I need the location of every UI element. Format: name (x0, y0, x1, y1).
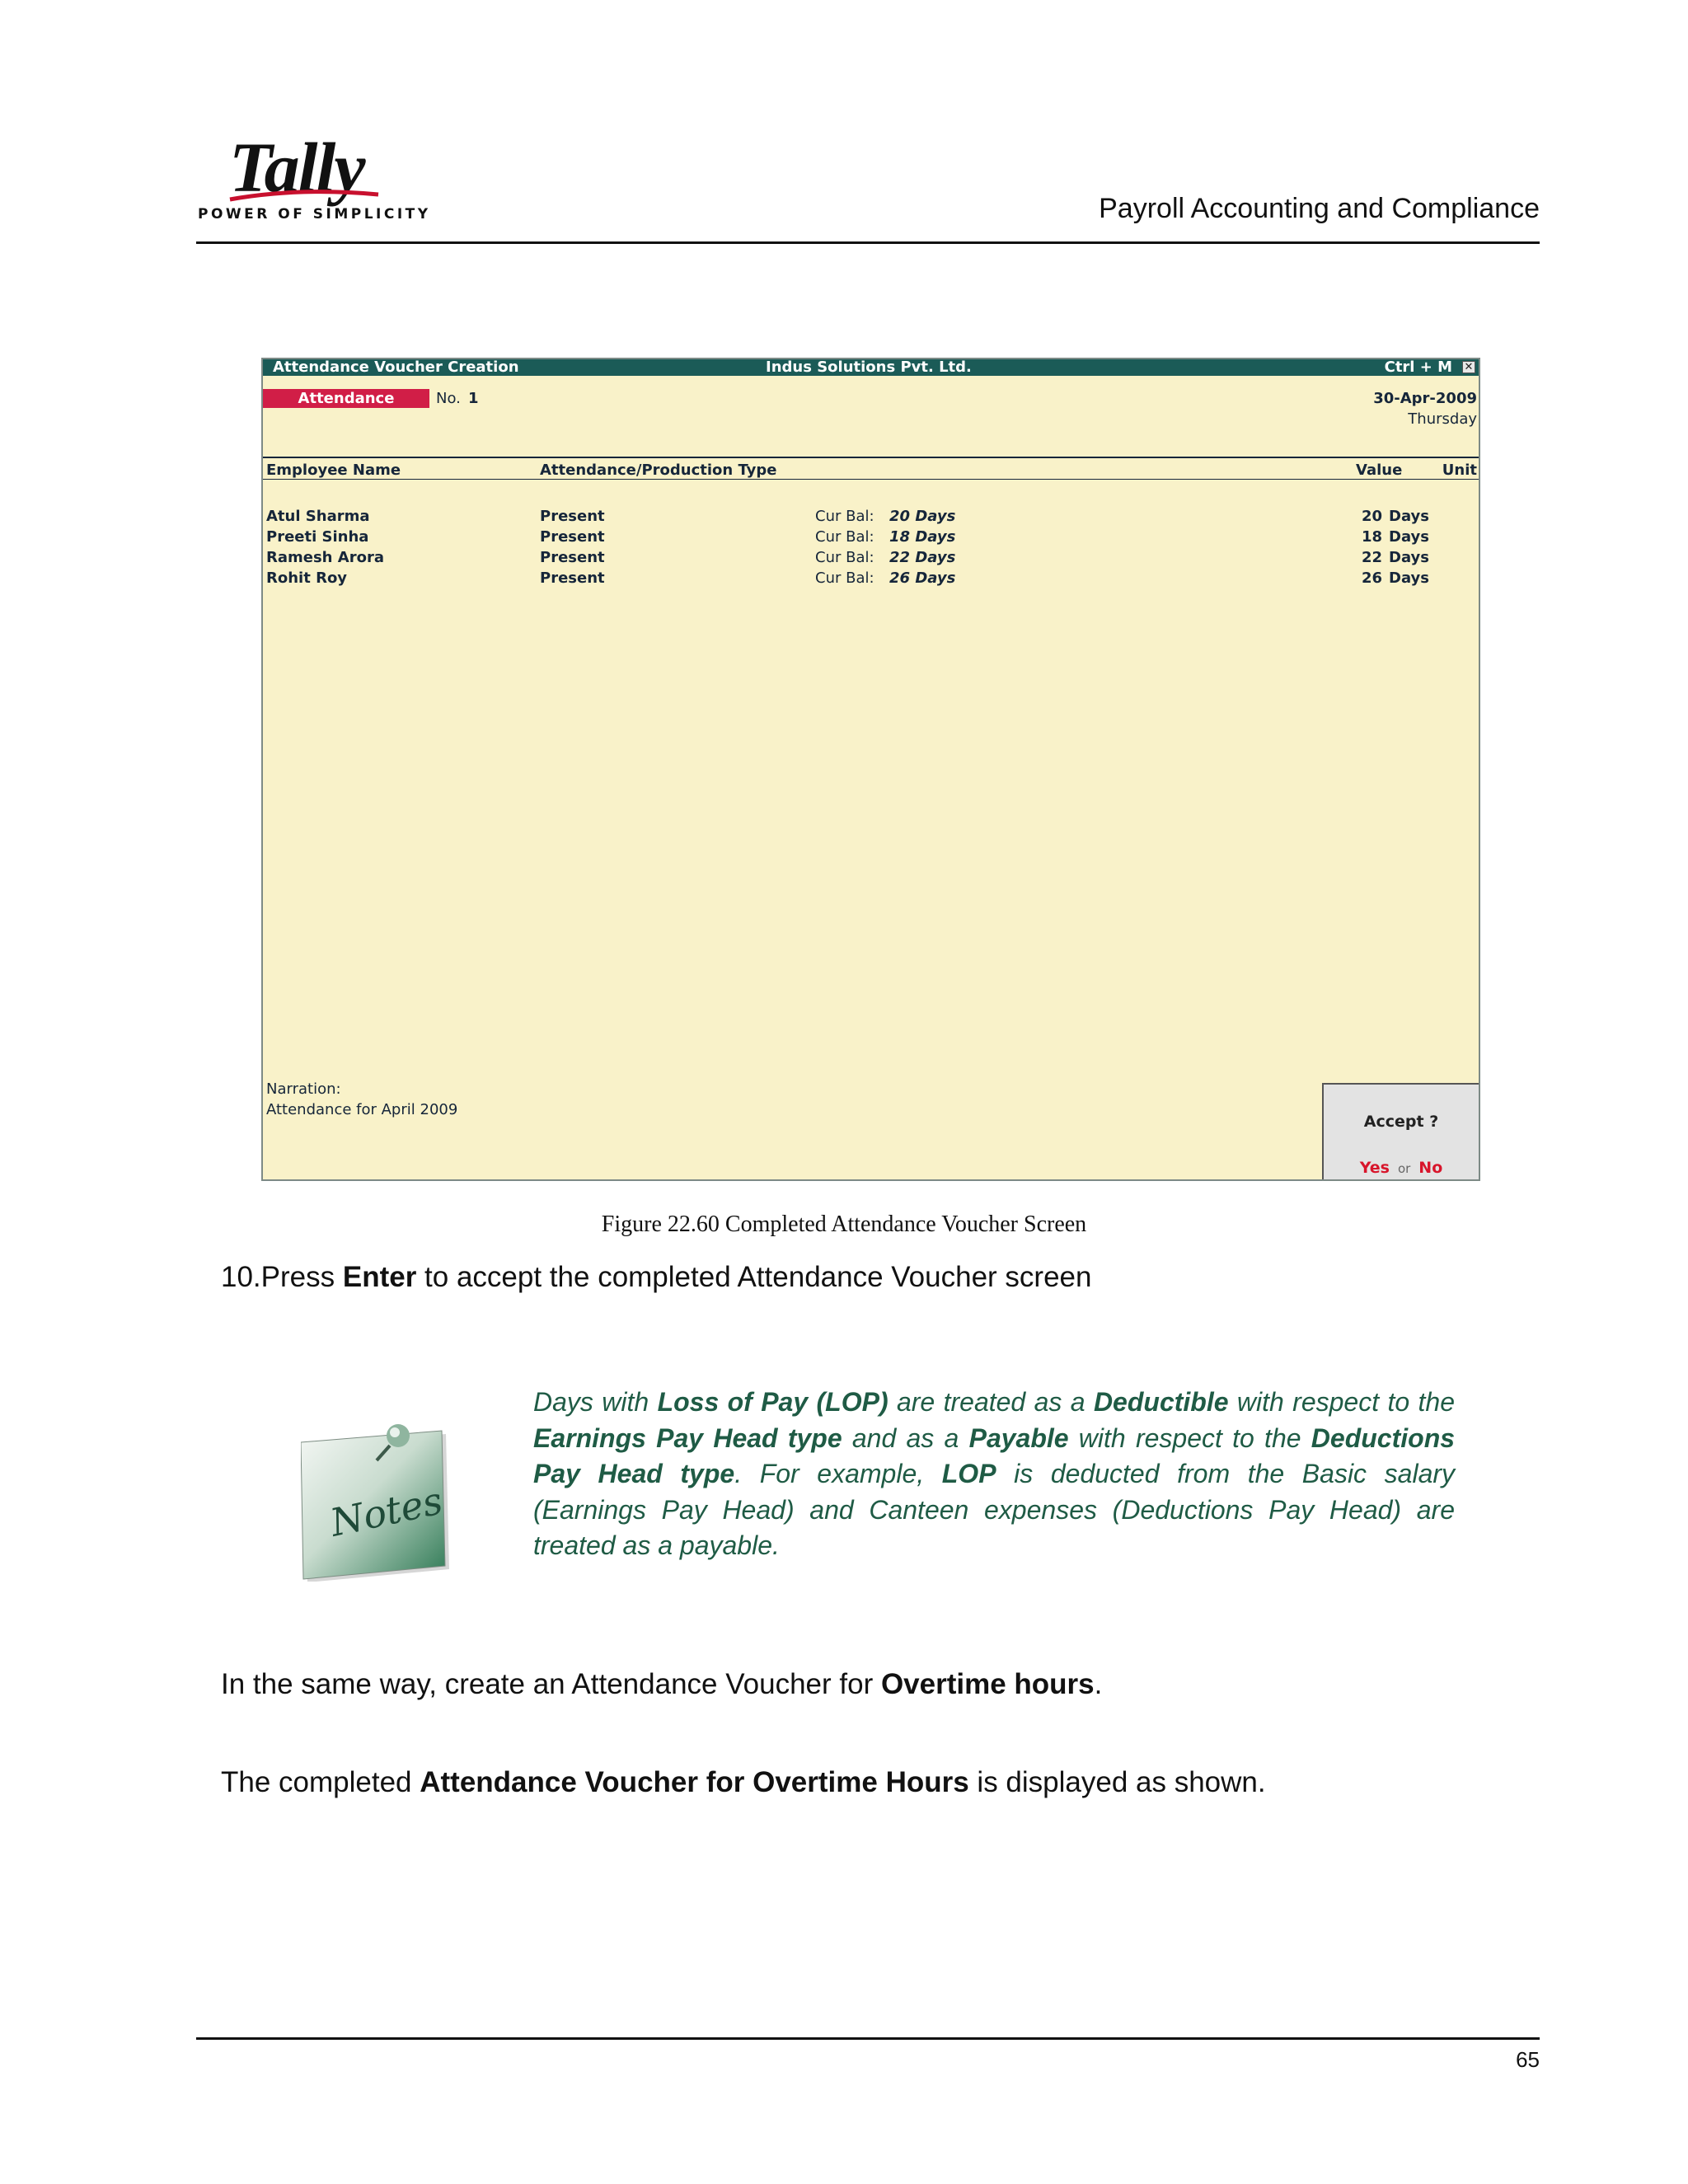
attendance-type[interactable]: Present (540, 549, 605, 566)
footer-rule (196, 2037, 1540, 2040)
page-header-title: Payroll Accounting and Compliance (1099, 193, 1540, 224)
paragraph-completed: The completed Attendance Voucher for Overtime Hours is displayed as shown. (221, 1766, 1266, 1798)
value-field[interactable]: 26 (1361, 569, 1382, 587)
narration-field[interactable]: Attendance for April 2009 (266, 1101, 458, 1118)
employee-name[interactable]: Ramesh Arora (266, 549, 384, 566)
attendance-type[interactable]: Present (540, 528, 605, 546)
table-row[interactable] (263, 508, 1479, 528)
col-attendance-type: Attendance/Production Type (540, 462, 777, 479)
step-instruction (221, 1261, 1091, 1294)
value-field[interactable]: 22 (1361, 549, 1382, 566)
step-suffix: to accept the completed Attendance Voucher screen (416, 1261, 1092, 1293)
cur-bal: 22 Days (889, 549, 956, 566)
screen-title: Attendance Voucher Creation (273, 359, 519, 376)
cur-bal: 20 Days (889, 508, 956, 525)
unit: Days (1389, 508, 1429, 525)
notes-icon-label: Notes (326, 1478, 447, 1545)
cur-bal-label: Cur Bal: (815, 569, 874, 587)
unit: Days (1389, 569, 1429, 587)
note-text: Days with Loss of Pay (LOP) are treated as a Deductible with respect to the Earnings Pay Head type and as a Payable with respect to the Deductions Pay Head type. For example, LOP is deducted from the Basic salary (Earnings Pay Head) and Canteen expenses (Deductions Pay Head) are treated as a payable. (533, 1387, 1456, 1560)
cur-bal-label: Cur Bal: (815, 508, 874, 525)
voucher-no-label: No. (436, 390, 461, 407)
accept-dialog (1322, 1083, 1479, 1181)
figure-caption: Figure 22.60 Completed Attendance Voucher Screen (601, 1212, 1087, 1237)
unit: Days (1389, 528, 1429, 546)
company-name: Indus Solutions Pvt. Ltd. (766, 359, 972, 376)
employee-name[interactable]: Atul Sharma (266, 508, 370, 525)
cur-bal-label: Cur Bal: (815, 549, 874, 566)
notes-icon (301, 1413, 453, 1582)
screen-titlebar (263, 359, 1479, 376)
paragraph-overtime: In the same way, create an Attendance Voucher for Overtime hours. (221, 1668, 1103, 1700)
col-unit: Unit (1442, 462, 1477, 479)
yes-button[interactable]: Yes (1359, 1159, 1390, 1177)
logo-swoosh-icon (226, 183, 382, 208)
table-row[interactable] (263, 569, 1479, 590)
narration-label: Narration: (266, 1080, 341, 1098)
cur-bal: 26 Days (889, 569, 956, 587)
col-employee-name: Employee Name (266, 462, 401, 479)
attendance-type[interactable]: Present (540, 508, 605, 525)
logo-word: Tally (229, 128, 364, 207)
accept-options (1324, 1159, 1479, 1177)
employee-name[interactable]: Rohit Roy (266, 569, 348, 587)
attendance-voucher-screen (261, 358, 1480, 1181)
accept-question: Accept ? (1363, 1113, 1439, 1131)
column-header (263, 457, 1479, 480)
table-row[interactable] (263, 528, 1479, 549)
tally-logo (196, 128, 431, 227)
cur-bal-label: Cur Bal: (815, 528, 874, 546)
attendance-type[interactable]: Present (540, 569, 605, 587)
cur-bal: 18 Days (889, 528, 956, 546)
or-label: or (1397, 1161, 1411, 1176)
table-row[interactable] (263, 549, 1479, 569)
page-number: 65 (1516, 2047, 1540, 2072)
no-button[interactable]: No (1418, 1159, 1443, 1177)
header-rule (196, 241, 1540, 244)
voucher-date[interactable]: 30-Apr-2009 (1373, 390, 1477, 407)
voucher-day: Thursday (1408, 410, 1477, 428)
step-prefix: 10.Press (221, 1261, 343, 1293)
employee-name[interactable]: Preeti Sinha (266, 528, 369, 546)
unit: Days (1389, 549, 1429, 566)
step-key: Enter (342, 1261, 417, 1293)
close-icon[interactable]: ✕ (1462, 361, 1475, 373)
voucher-type-badge[interactable]: Attendance (263, 389, 429, 408)
col-value: Value (1356, 462, 1403, 479)
shortcut-hint: Ctrl + M (1384, 359, 1452, 376)
voucher-no[interactable]: 1 (468, 390, 479, 407)
value-field[interactable]: 18 (1361, 528, 1382, 546)
value-field[interactable]: 20 (1361, 508, 1382, 525)
logo-tagline: POWER OF SIMPLICITY (198, 206, 431, 223)
